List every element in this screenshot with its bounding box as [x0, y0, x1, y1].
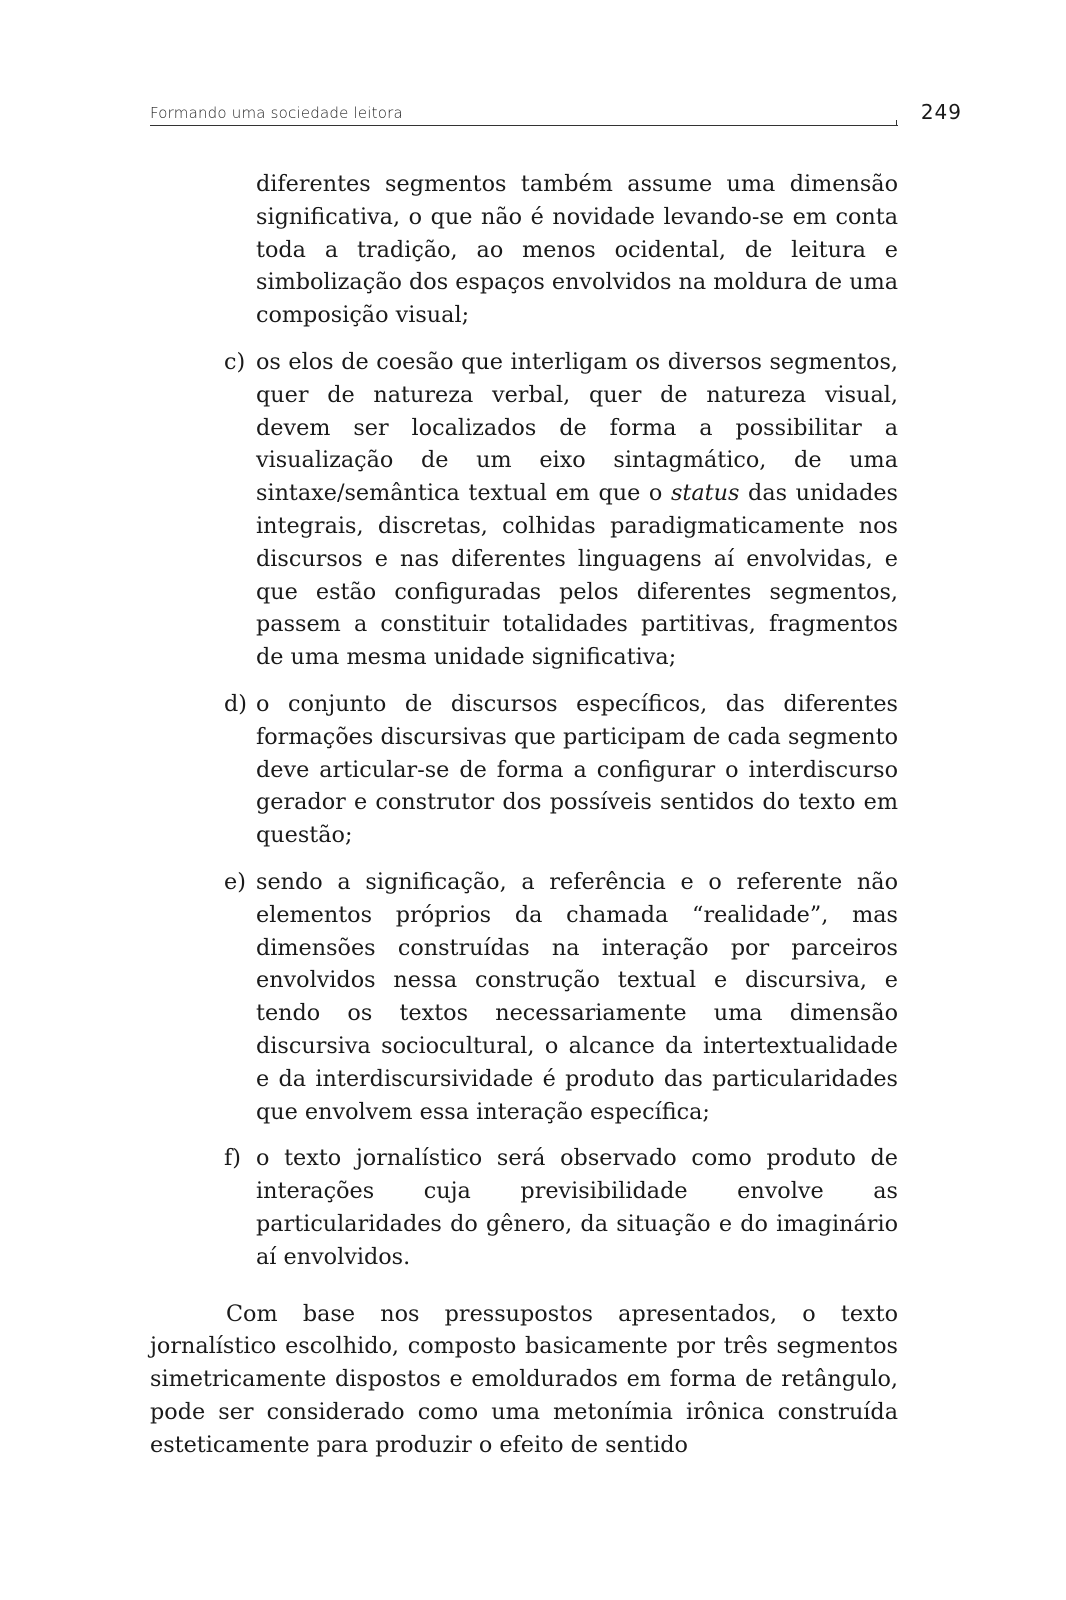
list-item-c-text-after: das unidades integrais, discretas, colhidas paradigmaticamente nos discursos e nas diferentes linguagens aí envolvidas, e que estão configuradas pelos diferentes segmentos, passem a constituir totalidades partitivas, fragmentos de uma mesma unidade significativa; — [256, 480, 899, 671]
list-marker-d: d) — [224, 690, 247, 717]
list-item-f-text: o texto jornalístico será observado como produto de interações cuja previsibilidade envolve as particularidades do gênero, da situação e do imaginário aí envolvidos. — [256, 1145, 898, 1270]
list-item-e-text: sendo a significação, a referência e o referente não elementos próprios da chamada “realidade”, mas dimensões construídas na interação por parceiros envolvidos nessa construção textual e discursiva, e tendo os textos necessariamente uma dimensão discursiva sociocultural, o alcance da intertextualidade e da interdiscursividade é produto das particularidades que envolvem essa interação específica; — [256, 868, 898, 1125]
list-item-d-text: o conjunto de discursos específicos, das diferentes formações discursivas que participam de cada segmento deve articular-se de forma a configurar o interdiscurso gerador e construtor dos possíveis sentidos do texto em questão; — [256, 690, 898, 849]
list-marker-c: c) — [224, 348, 246, 375]
list-item-c-text-before: os elos de coesão que interligam os diversos segmentos, quer de natureza verbal, quer de natureza visual, devem ser localizados de forma a possibilitar a visualização de um eixo sintagmático, de uma sintaxe/semântica textual em que o — [256, 348, 898, 507]
closing-paragraph: Com base nos pressupostos apresentados, o texto jornalístico escolhido, composto basicamente por três segmentos simetricamente dispostos e emoldurados em forma de retângulo, pode ser considerado como uma metonímia irônica construída esteticamente para produzir o efeito de sentido — [150, 1300, 898, 1458]
page-body — [150, 168, 898, 1461]
header-rule — [150, 125, 898, 126]
list-item-c — [150, 346, 898, 674]
list-marker-e: e) — [224, 868, 246, 895]
header-rule-tick — [896, 120, 897, 126]
list-item-e — [150, 866, 898, 1128]
page-number: 249 — [920, 100, 962, 124]
list-marker-f: f) — [224, 1145, 241, 1172]
running-header — [150, 100, 962, 130]
running-header-title: Formando uma sociedade leitora — [150, 104, 403, 122]
list-item-d — [150, 688, 898, 852]
continuation-text: diferentes segmentos também assume uma dimensão significativa, o que não é novidade levando-se em conta toda a tradição, ao menos ocidental, de leitura e simbolização dos espaços envolvidos na moldura de uma composição visual; — [256, 171, 899, 329]
list-item-f — [150, 1142, 898, 1273]
list-item-c-emphasis: status — [670, 480, 740, 507]
